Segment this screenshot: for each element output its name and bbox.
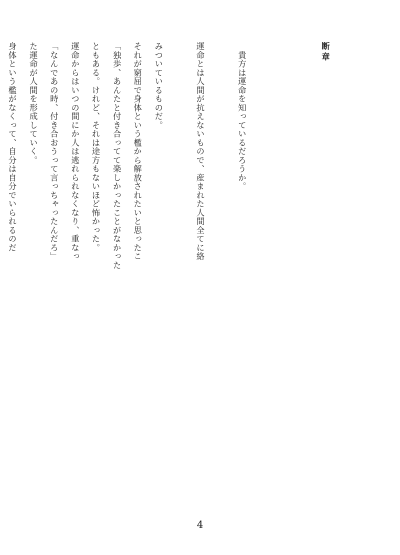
body-line: それが窮屈で身体という檻から解放されたいと思ったこ [133,42,144,261]
section-heading: 断章 [321,42,332,63]
dialogue-line: 「独歩、あんたと付き合ってて楽しかったことがなかった [112,42,123,270]
body-line: 運命からはいつの間にか人は逃れられなくなり、重なっ [70,42,81,261]
dialogue-line: 「なんであの時、付き合おうって言っちゃったんだろ」 [49,42,60,261]
body-line: た運命が人間を形成していく。 [29,42,40,165]
page-number: 4 [196,520,204,531]
body-line: ともある。けれど、それは途方もないほど怖かった。 [91,42,102,252]
body-line: 運命とは人間が抗えないもので、産まれた人間全てに絡 [196,42,207,261]
spacer-line [277,42,291,492]
body-line: 貴方は運命を知っているだろうか。 [237,42,248,191]
body-line: 身体という檻がなくって、自分は自分でいられるのだ [8,42,19,252]
text-column-left [0,42,172,492]
body-line: みついているものだ。 [154,42,165,130]
